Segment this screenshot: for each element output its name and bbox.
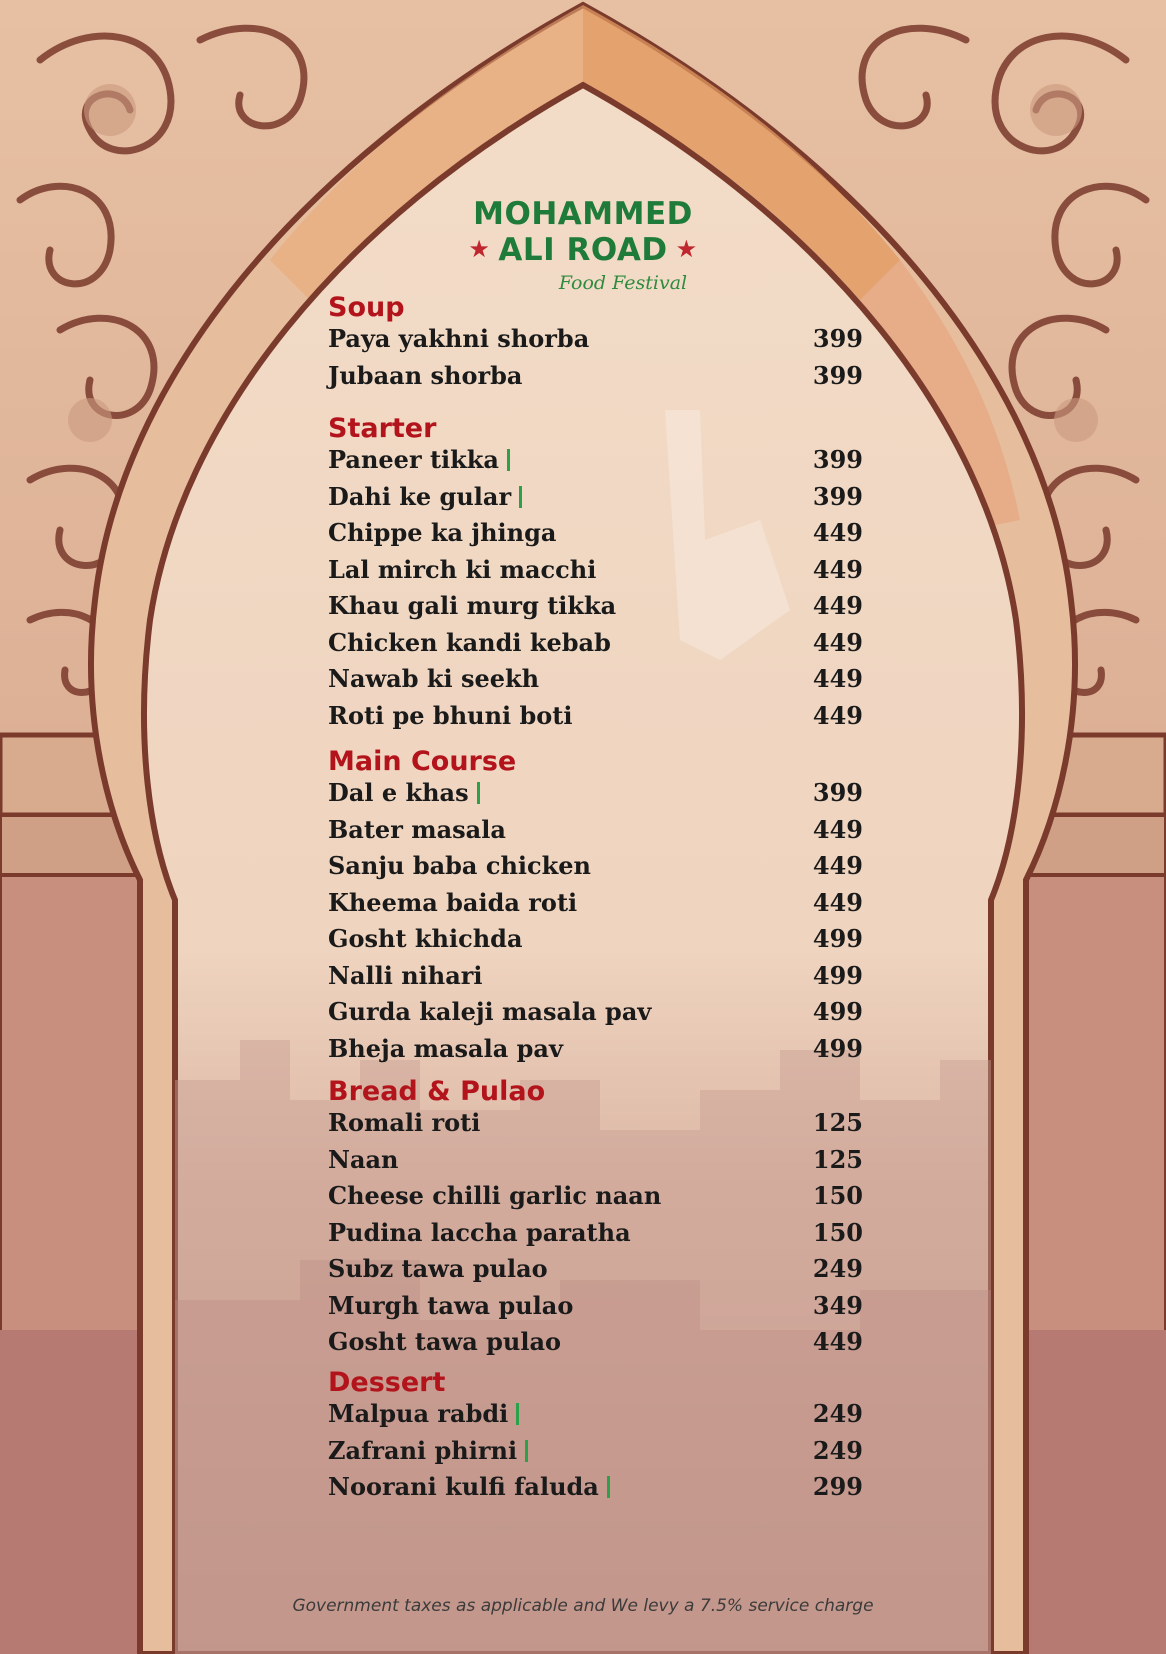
menu-item-name [328,361,522,390]
menu-item-price: 150 [812,1181,863,1210]
menu-item-name [328,1254,548,1283]
menu-item-price: 449 [812,518,863,547]
menu-item-name-text: Lal mirch ki macchi [328,554,597,584]
menu-item-name [328,1034,563,1063]
menu-item-price: 449 [812,1327,863,1356]
menu-item [328,1254,863,1288]
menu-item [328,1327,863,1361]
veg-marker-icon [477,782,480,804]
section-title: Starter [328,413,437,444]
menu-item-name [328,851,591,880]
menu-item [328,664,863,698]
section-title: Dessert [328,1367,446,1398]
menu-item [328,1436,863,1470]
menu-item-name [328,1108,480,1137]
menu-item-price: 399 [812,778,863,807]
star-icon: ★ [675,235,698,263]
menu-item-price: 249 [812,1435,863,1465]
menu-item-price: 449 [812,700,863,730]
menu-item [328,518,863,552]
menu-item-name-text: Khau gali murg tikka [328,591,617,620]
menu-item-name-text: Cheese chilli garlic naan [328,1181,662,1210]
menu-item-price: 499 [812,1033,863,1063]
menu-item-price: 449 [812,851,863,880]
section-title: Bread & Pulao [328,1076,546,1107]
menu-item-name-text: Bheja masala pav [328,1033,563,1063]
veg-marker-icon [516,1403,519,1425]
menu-item-name-text: Pudina laccha paratha [328,1217,631,1247]
menu-item-name [328,628,611,657]
menu-item-name-text: Nalli nihari [328,960,483,990]
menu-item-name-text: Romali roti [328,1108,481,1137]
section-title: Main Course [328,746,517,777]
menu-item [328,815,863,849]
menu-item-name [328,482,522,511]
menu-item-name [328,1436,528,1465]
menu-item [328,924,863,958]
menu-item-name-text: Jubaan shorba [328,360,523,390]
menu-item-name [328,1472,610,1501]
menu-item [328,701,863,735]
menu-item-name-text: Malpua rabdi [328,1399,509,1428]
menu-item-name [328,961,483,990]
menu-item [328,1108,863,1142]
menu-item-name-text: Chicken kandi kebab [328,627,611,657]
menu-item-price: 499 [812,924,863,953]
menu-item-name-text: Dal e khas [328,778,469,807]
menu-item-name [328,888,577,917]
menu-item-price: 449 [812,887,863,917]
menu-item-price: 125 [812,1144,863,1174]
menu-item-name-text: Gosht khichda [328,924,523,953]
veg-marker-icon [607,1476,610,1498]
menu-item [328,851,863,885]
menu-item [328,1034,863,1068]
menu-item-name-text: Chippe ka jhinga [328,518,557,547]
star-icon: ★ [468,235,491,263]
menu-item-price: 349 [812,1290,863,1320]
logo-title-line1: MOHAMMED [473,196,693,232]
menu-item-name-text: Subz tawa pulao [328,1254,548,1283]
menu-item-name-text: Kheema baida roti [328,887,578,917]
menu-item-name [328,555,596,584]
menu-item-name [328,1291,573,1320]
section-title: Soup [328,292,405,323]
menu-item-name [328,518,556,547]
logo-title-line2-text: ALI ROAD [498,232,668,268]
menu-item-name-text: Murgh tawa pulao [328,1290,574,1320]
menu-item-name [328,701,573,730]
menu-item-name-text: Naan [328,1144,399,1174]
menu-item-name [328,997,651,1026]
menu-item-price: 249 [812,1254,863,1283]
menu-item-price: 449 [812,591,863,620]
menu-item-name-text: Gosht tawa pulao [328,1327,562,1356]
menu-item-name-text: Sanju baba chicken [328,851,591,880]
menu-item [328,778,863,812]
menu-item-name-text: Nawab ki seekh [328,664,540,693]
menu-item-name [328,664,539,693]
logo-title-line2 [0,232,1166,268]
menu-item [328,445,863,479]
menu-item-price: 449 [812,814,863,844]
menu-item-price: 449 [812,664,863,693]
footer-note: Government taxes as applicable and We levy a 7.5% service charge [292,1596,874,1616]
menu-item-name [328,1218,631,1247]
menu-item-price: 125 [812,1108,863,1137]
menu-item-name [328,1399,519,1428]
menu-item [328,1472,863,1506]
veg-marker-icon [519,486,522,508]
menu-item [328,1291,863,1325]
menu-item-name-text: Gurda kaleji masala pav [328,997,652,1026]
menu-item [328,961,863,995]
menu-item-name [328,1327,561,1356]
menu-item-name [328,1145,399,1174]
menu-item-name-text: Bater masala [328,814,506,844]
menu-item-name-text: Zafrani phirni [328,1435,518,1465]
menu-item [328,555,863,589]
menu-item [328,628,863,662]
menu-item-price: 399 [812,360,863,390]
menu-item-name [328,1181,661,1210]
menu-item-price: 249 [812,1399,863,1428]
menu-item [328,591,863,625]
menu-item-price: 399 [812,481,863,511]
menu-item [328,888,863,922]
menu-item [328,997,863,1031]
menu-item [328,324,863,358]
veg-marker-icon [507,449,510,471]
menu-item-name [328,324,589,353]
menu-item-price: 150 [812,1217,863,1247]
menu-item-name-text: Paya yakhni shorba [328,324,590,353]
menu-item-price: 399 [812,324,863,353]
menu-item-name [328,445,510,474]
menu-item-name [328,778,480,807]
menu-item-price: 399 [812,445,863,474]
menu-item-name [328,591,616,620]
menu-item-name-text: Noorani kulfi faluda [328,1472,599,1501]
menu-item [328,482,863,516]
logo-tagline: Food Festival [558,272,688,294]
menu-item-price: 499 [812,960,863,990]
veg-marker-icon [525,1440,528,1462]
menu-item [328,1181,863,1215]
menu-item-price: 499 [812,997,863,1026]
menu-item-name [328,815,506,844]
menu-item-price: 449 [812,554,863,584]
menu-item-name-text: Paneer tikka [328,445,499,474]
menu-item-name-text: Dahi ke gular [328,481,512,511]
menu-item [328,1218,863,1252]
menu-item-name-text: Roti pe bhuni boti [328,700,573,730]
menu-item [328,1145,863,1179]
menu-item [328,1399,863,1433]
menu-item-price: 299 [812,1472,863,1501]
menu-item-price: 449 [812,627,863,657]
menu-item-name [328,924,523,953]
menu-item [328,361,863,395]
